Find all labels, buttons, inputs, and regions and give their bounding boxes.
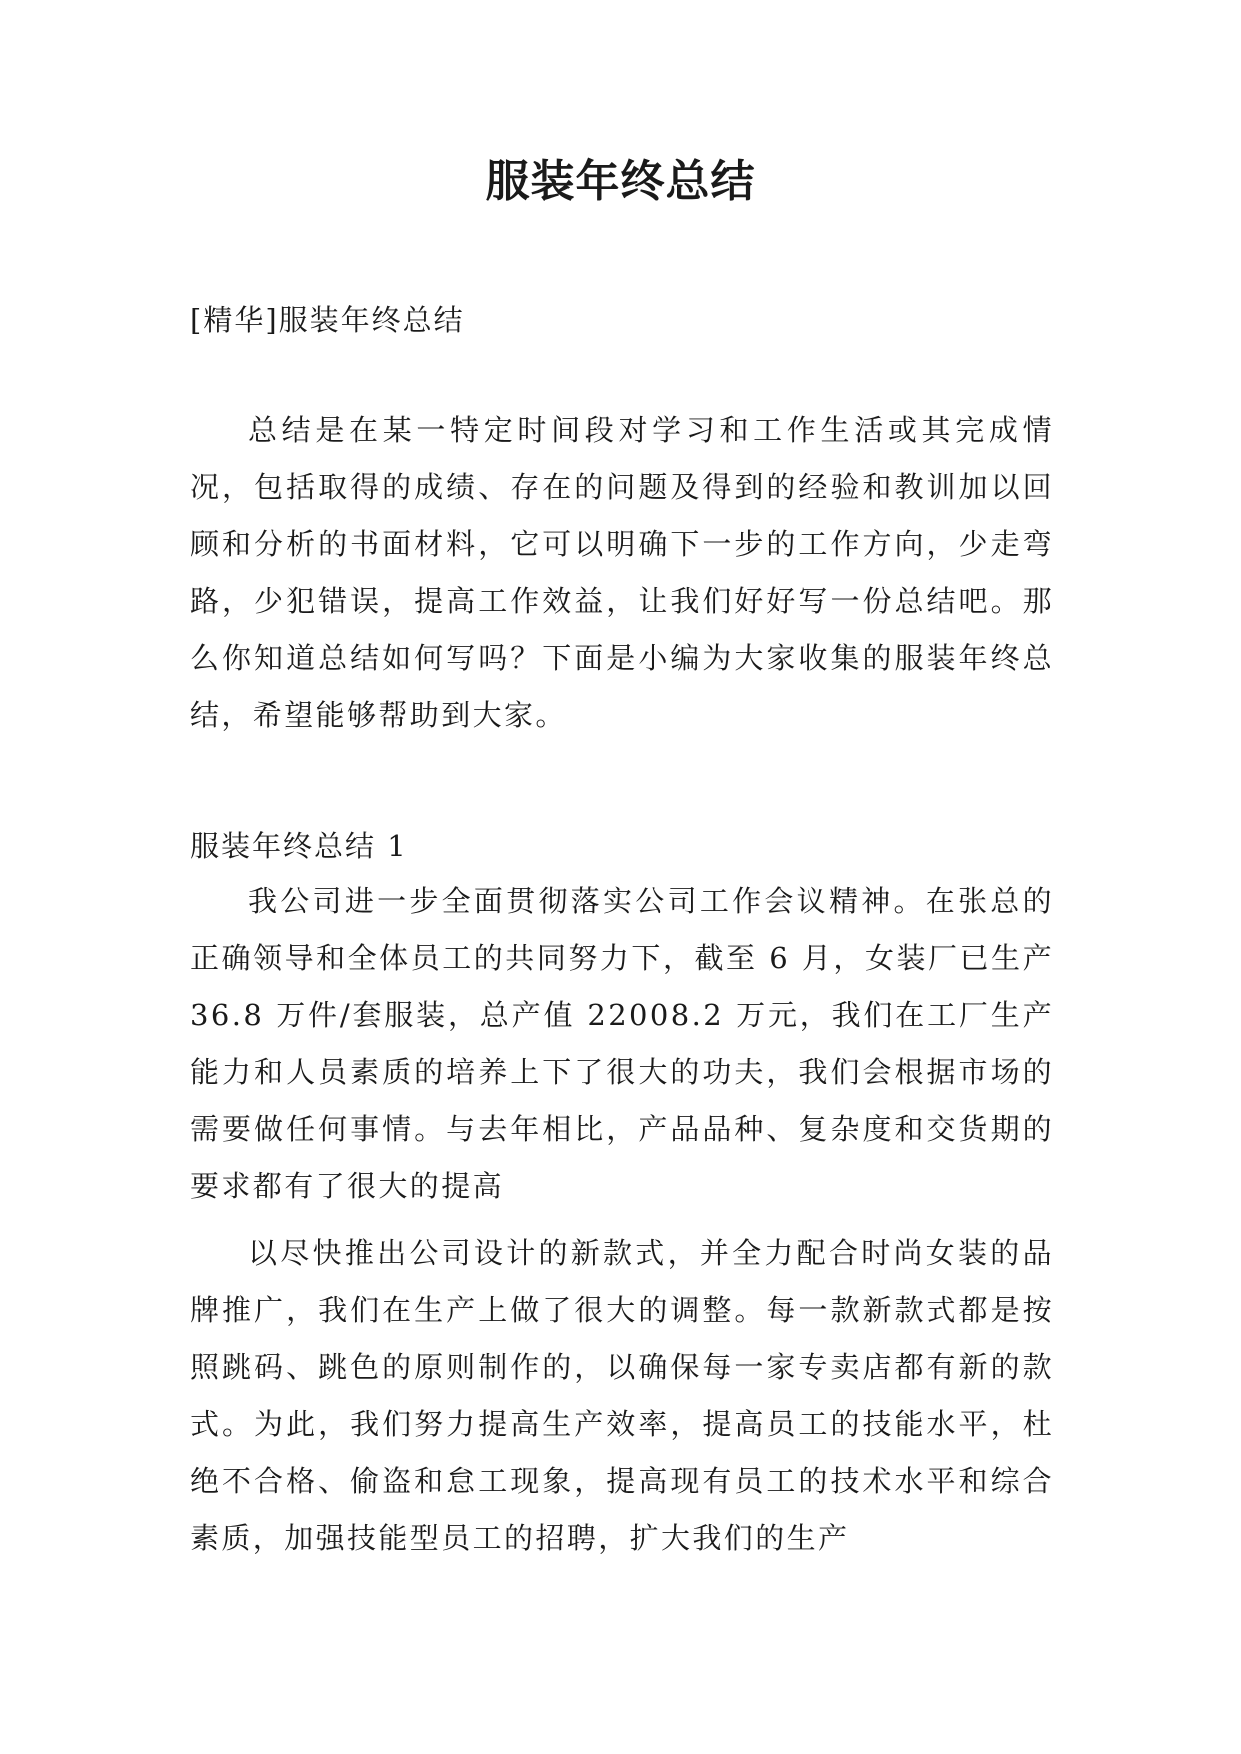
intro-paragraph: 总结是在某一特定时间段对学习和工作生活或其完成情况，包括取得的成绩、存在的问题及得到的经验和教训加以回顾和分析的书面材料，它可以明确下一步的工作方向，少走弯路，少犯错误，提高工作效益，让我们好好写一份总结吧。那么你知道总结如何写吗？下面是小编为大家收集的服装年终总结，希望能够帮助到大家。 bbox=[190, 413, 1054, 732]
document-subtitle: [精华]服装年终总结 bbox=[190, 303, 465, 337]
body-paragraph-2: 以尽快推出公司设计的新款式，并全力配合时尚女装的品牌推广，我们在生产上做了很大的调整。每一款新款式都是按照跳码、跳色的原则制作的，以确保每一家专卖店都有新的款式。为此，我们努力提高生产效率，提高员工的技能水平，杜绝不合格、偷盗和怠工现象，提高现有员工的技术水平和综合素质，加强技能型员工的招聘，扩大我们的生产 bbox=[190, 1236, 1054, 1555]
document-title: 服装年终总结 bbox=[485, 156, 756, 207]
section-heading: 服装年终总结 1 bbox=[190, 829, 408, 863]
body-paragraph-1: 我公司进一步全面贯彻落实公司工作会议精神。在张总的正确领导和全体员工的共同努力下，截至 6 月，女装厂已生产 36.8 万件/套服装，总产值 22008.2 万元，我们在工厂生产能力和人员素质的培养上下了很大的功夫，我们会根据市场的需要做任何事情。与去年相比，产品品种、复杂度和交货期的要求都有了很大的提高 bbox=[190, 884, 1054, 1203]
